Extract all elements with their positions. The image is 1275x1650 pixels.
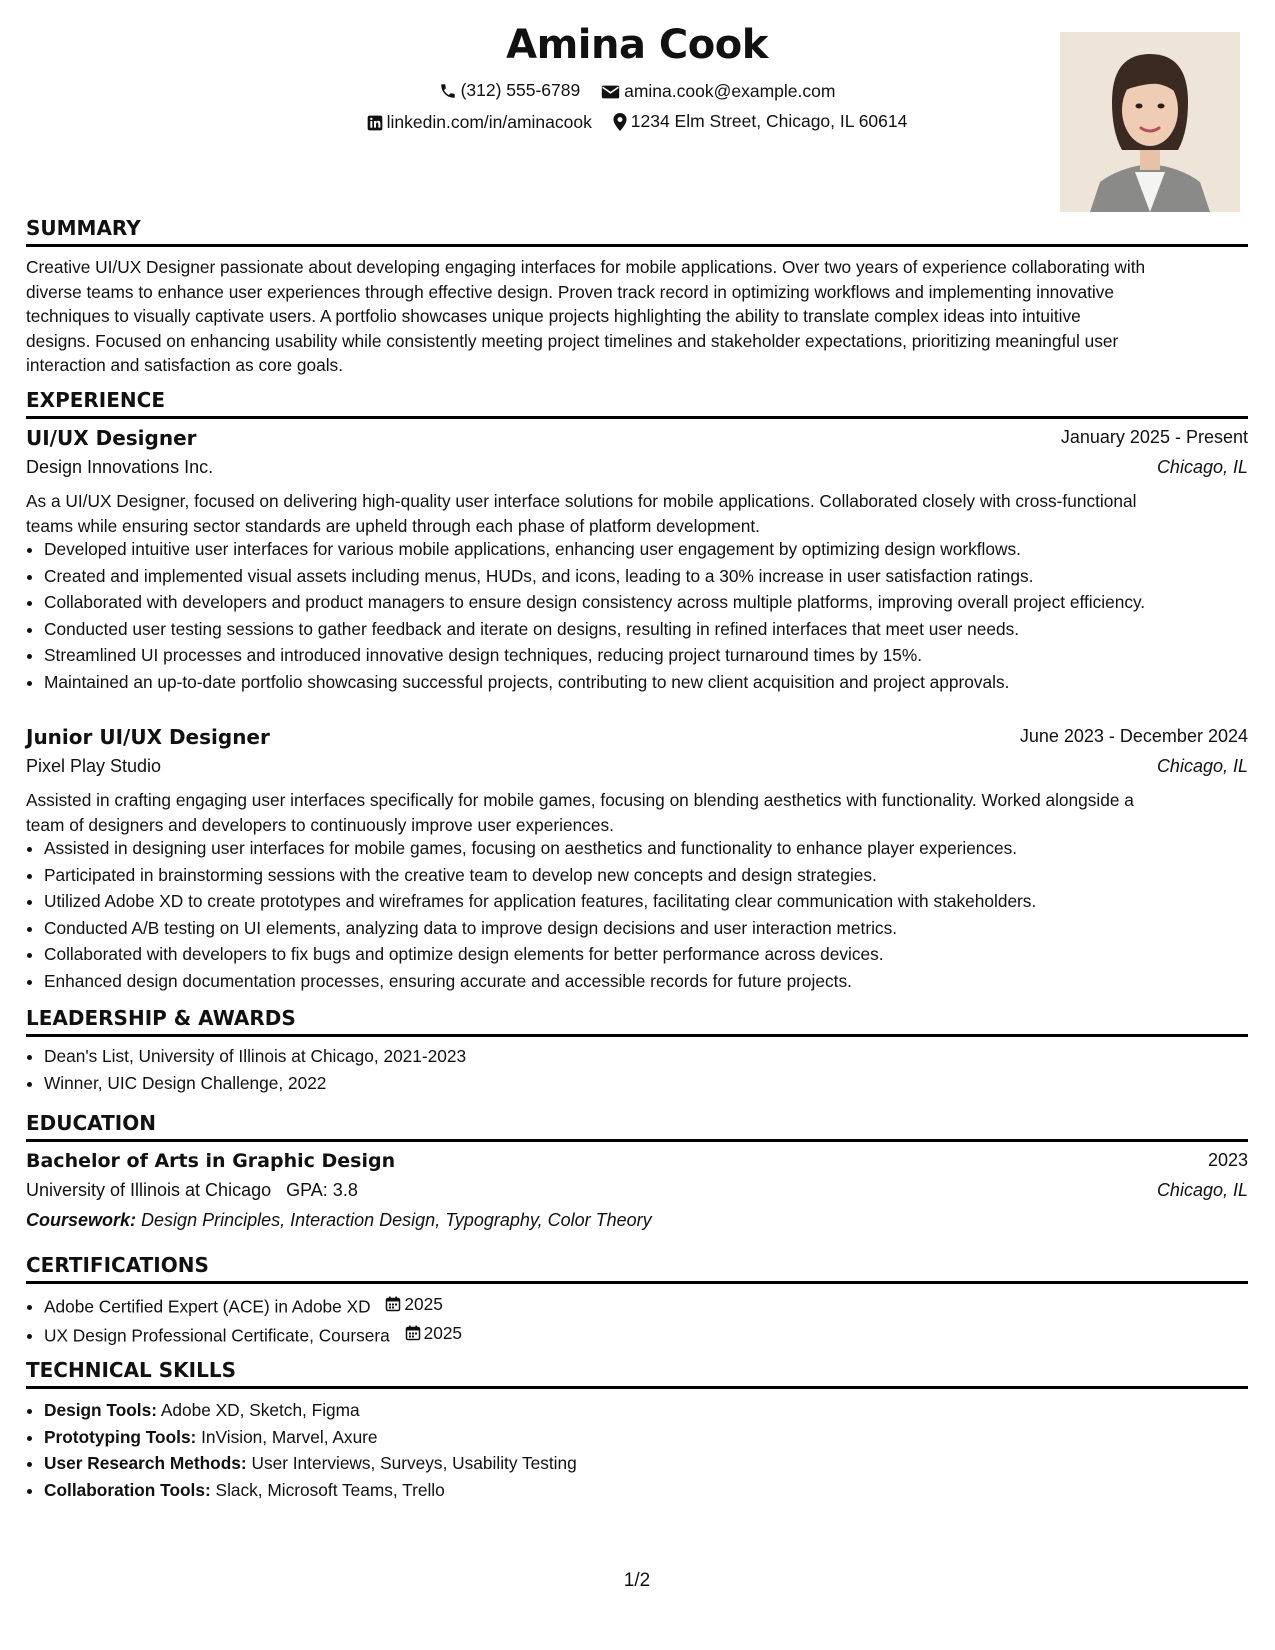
cert-date (385, 1291, 442, 1318)
profile-photo (1060, 32, 1240, 212)
list-item: • Collaborated with developers and product managers to ensure design consistency across multiple platforms, improving overall project efficiency. (44, 589, 1266, 616)
cert-year: 2025 (423, 1322, 463, 1343)
job-bullets (26, 536, 1266, 695)
skill-value: Slack, Microsoft Teams, Trello (215, 1479, 445, 1500)
phone-contact[interactable] (439, 80, 581, 101)
skill-value: Adobe XD, Sketch, Figma (160, 1400, 360, 1420)
section-title-leadership: LEADERSHIP & AWARDS (26, 1006, 1248, 1037)
skill-label: Prototyping Tools: (44, 1426, 197, 1447)
job-dates: January 2025 - Present (1060, 427, 1248, 447)
list-item: • Conducted A/B testing on UI elements, analyzing data to improve design decisions and user interaction metrics. (44, 915, 1266, 942)
school-name: University of Illinois at Chicago (26, 1180, 272, 1200)
summary-line: techniques to visually captivate users. A portfolio showcases unique projects highlighting the ability to translate complex ideas into intuitive (26, 306, 1081, 326)
section-title-summary: SUMMARY (26, 216, 1248, 247)
coursework-text: Design Principles, Interaction Design, Typography, Color Theory (141, 1210, 652, 1230)
skill-value: InVision, Marvel, Axure (201, 1426, 378, 1447)
awards-list (26, 1043, 1266, 1096)
coursework-label: Coursework: (26, 1210, 137, 1230)
list-item: • Created and implemented visual assets including menus, HUDs, and icons, leading to a 30% increase in user satisfaction ratings. (44, 563, 1266, 590)
summary-line: Creative UI/UX Designer passionate about developing engaging interfaces for mobile applications. Over two years of experience collaborating with (26, 257, 1146, 277)
map-pin-icon (613, 113, 627, 131)
job-title: UI/UX Designer (26, 426, 197, 450)
list-item (44, 1450, 1266, 1477)
cert-year: 2025 (404, 1294, 443, 1314)
skill-value: User Interviews, Surveys, Usability Testing (251, 1453, 577, 1473)
summary-line: designs. Focused on enhancing usability while consistently meeting project timelines and stakeholder expectations, prioritizing meaningful user (26, 330, 1119, 351)
gpa: GPA: 3.8 (286, 1180, 358, 1200)
skill-label: User Research Methods: (44, 1453, 247, 1473)
job-intro (26, 788, 1248, 837)
company-name: Design Innovations Inc. (26, 457, 214, 477)
company-name: Pixel Play Studio (26, 756, 162, 776)
list-item: • Participated in brainstorming sessions with the creative team to develop new concepts and design strategies. (44, 862, 1266, 889)
skill-label: Design Tools: (44, 1400, 157, 1420)
school-location: Chicago, IL (1156, 1180, 1248, 1200)
phone-text: (312) 555-6789 (460, 80, 581, 100)
list-item: • Assisted in designing user interfaces for mobile games, focusing on aesthetics and functionality to enhance player experiences. (44, 835, 1266, 862)
section-title-skills: TECHNICAL SKILLS (26, 1358, 1248, 1389)
linkedin-icon (367, 115, 383, 131)
address-text: 1234 Elm Street, Chicago, IL 60614 (630, 111, 908, 131)
email-text: amina.cook@example.com (624, 81, 836, 101)
calendar-icon (405, 1325, 421, 1341)
list-item (44, 1320, 1266, 1349)
list-item: • Dean's List, University of Illinois at Chicago, 2021-2023 (44, 1043, 1266, 1070)
summary-text (26, 255, 1248, 378)
job-intro (26, 489, 1248, 538)
list-item (44, 1424, 1266, 1451)
school-line (26, 1180, 358, 1201)
list-item: • Conducted user testing sessions to gather feedback and iterate on designs, resulting in refined interfaces that meet user needs. (44, 616, 1266, 643)
job-intro-line: As a UI/UX Designer, focused on delivering high-quality user interface solutions for mobile applications. Collaborated closely with cross-functional (26, 491, 1137, 511)
certifications-list (26, 1291, 1266, 1349)
cert-name: Adobe Certified Expert (ACE) in Adobe XD (44, 1296, 371, 1317)
envelope-icon (601, 84, 620, 100)
job-intro-line: Assisted in crafting engaging user interfaces specifically for mobile games, focusing on blending aesthetics with functionality. Worked alongside a (26, 790, 1134, 810)
coursework-line (26, 1210, 652, 1231)
summary-line: interaction and satisfaction as core goals. (26, 355, 344, 375)
job-dates: June 2023 - December 2024 (1019, 726, 1248, 746)
list-item (44, 1397, 1266, 1424)
list-item: • Utilized Adobe XD to create prototypes and wireframes for application features, facilitating clear communication with stakeholders. (44, 888, 1266, 915)
list-item: • Collaborated with developers to fix bugs and optimize design elements for better performance across devices. (44, 941, 1266, 968)
skill-label: Collaboration Tools: (44, 1479, 211, 1500)
list-item: • Winner, UIC Design Challenge, 2022 (44, 1070, 1266, 1097)
email-contact[interactable] (601, 81, 835, 102)
list-item: • Maintained an up-to-date portfolio showcasing successful projects, contributing to new client acquisition and project approvals. (44, 669, 1266, 696)
resume-page (26, 0, 1248, 1650)
section-title-experience: EXPERIENCE (26, 388, 1248, 419)
section-title-education: EDUCATION (26, 1111, 1248, 1142)
job-intro-line: teams while ensuring sector standards are upheld through each phase of platform development. (26, 515, 760, 536)
job-bullets (26, 835, 1266, 994)
list-item (44, 1291, 1266, 1320)
page-number: 1/2 (623, 1570, 651, 1591)
section-title-certifications: CERTIFICATIONS (26, 1253, 1248, 1284)
job-location: Chicago, IL (1156, 756, 1248, 776)
linkedin-text: linkedin.com/in/aminacook (386, 112, 592, 132)
summary-line: diverse teams to enhance user experiences through effective design. Proven track record in optimizing workflows and implementing innovative (26, 281, 1115, 302)
linkedin-contact[interactable] (367, 112, 592, 133)
candidate-name: Amina Cook (506, 22, 768, 68)
cert-name: UX Design Professional Certificate, Coursera (44, 1325, 390, 1345)
list-item: • Enhanced design documentation processes, ensuring accurate and accessible records for future projects. (44, 968, 1266, 995)
job-location: Chicago, IL (1156, 457, 1248, 477)
phone-icon (439, 82, 457, 100)
calendar-icon (385, 1296, 401, 1312)
list-item (44, 1477, 1266, 1504)
cert-date (405, 1320, 462, 1347)
list-item: • Developed intuitive user interfaces for various mobile applications, enhancing user engagement by optimizing design workflows. (44, 536, 1266, 563)
degree-title: Bachelor of Arts in Graphic Design (26, 1150, 396, 1172)
address-contact (613, 111, 908, 132)
profile-photo-illustration (1060, 32, 1240, 212)
skills-list (26, 1397, 1266, 1503)
job-title: Junior UI/UX Designer (26, 725, 270, 749)
graduation-year: 2023 (1207, 1150, 1248, 1170)
list-item: • Streamlined UI processes and introduced innovative design techniques, reducing project turnaround times by 15%. (44, 642, 1266, 669)
job-intro-line: team of designers and developers to continuously improve user experiences. (26, 814, 614, 835)
